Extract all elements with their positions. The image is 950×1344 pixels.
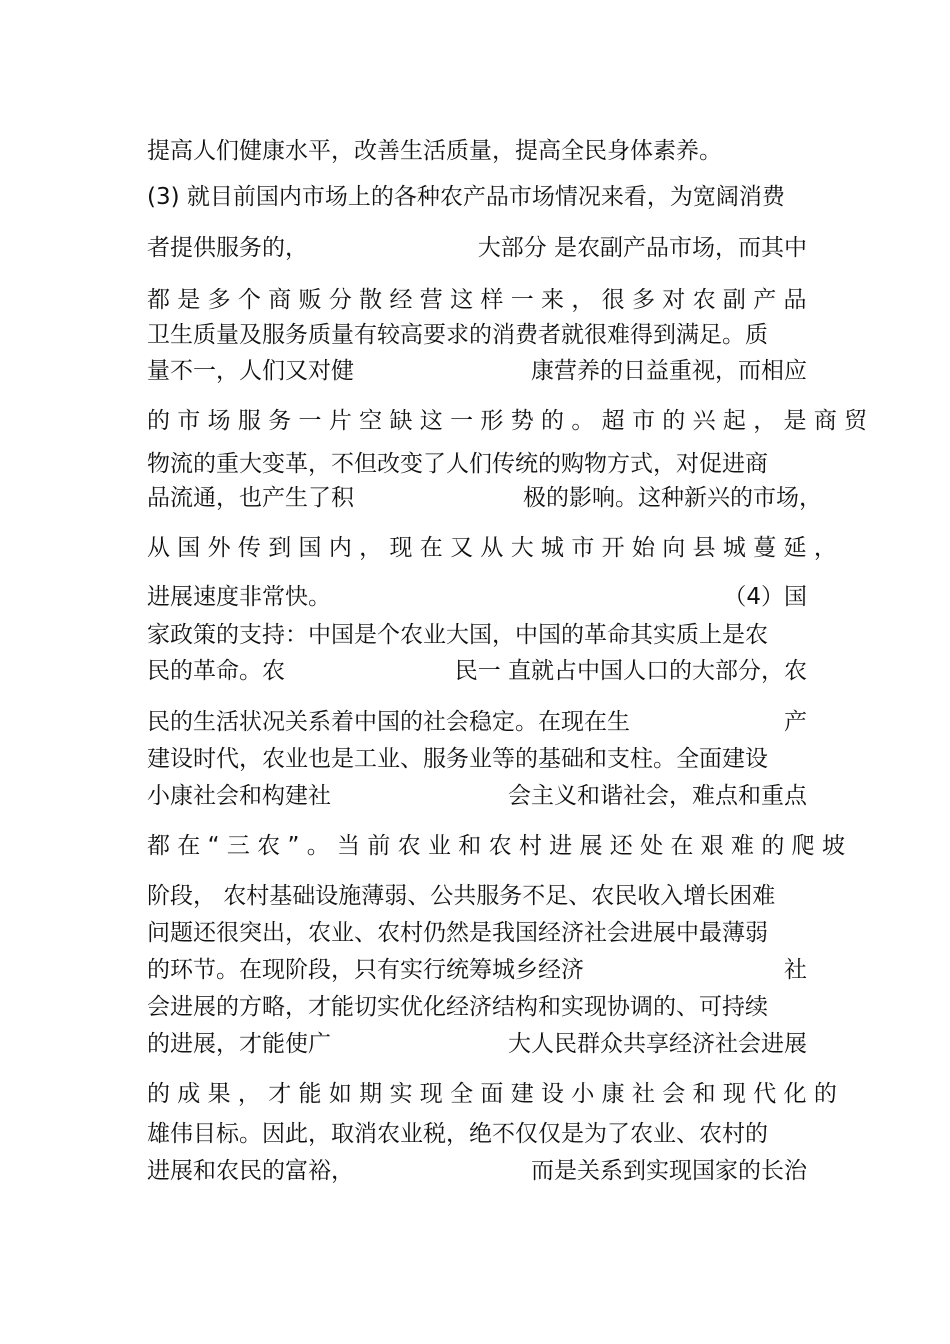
text-line: 会进展的方略，才能切实优化经济结构和实现协调的、可持续 bbox=[147, 994, 768, 1020]
text-line: 雄伟目标。因此，取消农业税，绝不仅仅是为了农业、农村的 bbox=[147, 1121, 768, 1147]
text-line: 家政策的支持：中国是个农业大国，中国的革命其实质上是农 bbox=[147, 622, 768, 648]
text-segment: 品流通，也产生了积 bbox=[147, 485, 354, 511]
text-line: (3) 就目前国内市场上的各种农产品市场情况来看，为宽阔消费 bbox=[147, 184, 785, 210]
text-line: 卫生质量及服务质量有较高要求的消费者就很难得到满足。质 bbox=[147, 322, 768, 348]
text-line bbox=[147, 233, 807, 263]
text-line bbox=[147, 656, 807, 686]
text-line: 问题还很突出，农业、农村仍然是我国经济社会进展中最薄弱 bbox=[147, 920, 768, 946]
text-segment: 民的革命。农 bbox=[147, 658, 285, 684]
text-line: 物流的重大变革，不但改变了人们传统的购物方式，对促进商 bbox=[147, 451, 768, 477]
text-line: 从 国 外 传 到 国 内 ， 现 在 又 从 大 城 市 开 始 向 县 城 蔓 延 ， bbox=[147, 535, 837, 561]
text-line: 都 是 多 个 商 贩 分 散 经 营 这 样 一 来 ， 很 多 对 农 副 产 品 bbox=[147, 287, 807, 313]
text-line: 都 在 “ 三 农 ” 。 当 前 农 业 和 农 村 进 展 还 处 在 艰 难 的 爬 坡 bbox=[147, 833, 845, 859]
text-segment: 产 bbox=[784, 709, 807, 735]
text-segment: 进展速度非常快。 bbox=[147, 584, 331, 610]
text-line bbox=[147, 356, 807, 386]
text-line bbox=[147, 707, 807, 737]
text-segment: 极的影响。这种新兴的市场， bbox=[523, 485, 822, 511]
text-line bbox=[147, 955, 807, 985]
text-line: 提高人们健康水平，改善生活质量，提高全民身体素养。 bbox=[147, 138, 722, 164]
text-line: 的 成 果 ， 才 能 如 期 实 现 全 面 建 设 小 康 社 会 和 现 代 化 的 bbox=[147, 1081, 837, 1107]
text-segment: 民的生活状况关系着中国的社会稳定。在现在生 bbox=[147, 709, 630, 735]
text-segment: 大部分 是农副产品市场，而其中 bbox=[477, 235, 807, 261]
text-segment: （4）国 bbox=[723, 584, 807, 610]
text-segment: 的环节。在现阶段，只有实行统筹城乡经济 bbox=[147, 957, 584, 983]
text-segment: 而是关系到实现国家的长治 bbox=[531, 1158, 807, 1184]
text-line bbox=[147, 781, 807, 811]
text-segment: 进展和农民的富裕， bbox=[147, 1158, 354, 1184]
text-segment: 量不一，人们又对健 bbox=[147, 358, 354, 384]
text-line: 阶段， 农村基础设施薄弱、公共服务不足、农民收入增长困难 bbox=[147, 883, 776, 909]
text-segment: 民一 直就占中国人口的大部分，农 bbox=[454, 658, 807, 684]
text-line bbox=[147, 1156, 807, 1186]
text-line bbox=[147, 483, 822, 513]
text-segment: 的进展，才能使广 bbox=[147, 1031, 331, 1057]
text-segment: 康营养的日益重视，而相应 bbox=[531, 358, 807, 384]
text-segment: 者提供服务的， bbox=[147, 235, 308, 261]
text-segment: 小康社会和构建社 bbox=[147, 783, 331, 809]
text-segment: 社 bbox=[784, 957, 807, 983]
text-line bbox=[147, 582, 807, 612]
text-segment: 大人民群众共享经济社会进展 bbox=[508, 1031, 807, 1057]
text-line: 建设时代，农业也是工业、服务业等的基础和支柱。全面建设 bbox=[147, 746, 768, 772]
text-segment: 会主义和谐社会，难点和重点 bbox=[508, 783, 807, 809]
text-line: 的 市 场 服 务 一 片 空 缺 这 一 形 势 的 。 超 市 的 兴 起 ， 是 商 贸 bbox=[147, 408, 868, 434]
text-line bbox=[147, 1029, 807, 1059]
